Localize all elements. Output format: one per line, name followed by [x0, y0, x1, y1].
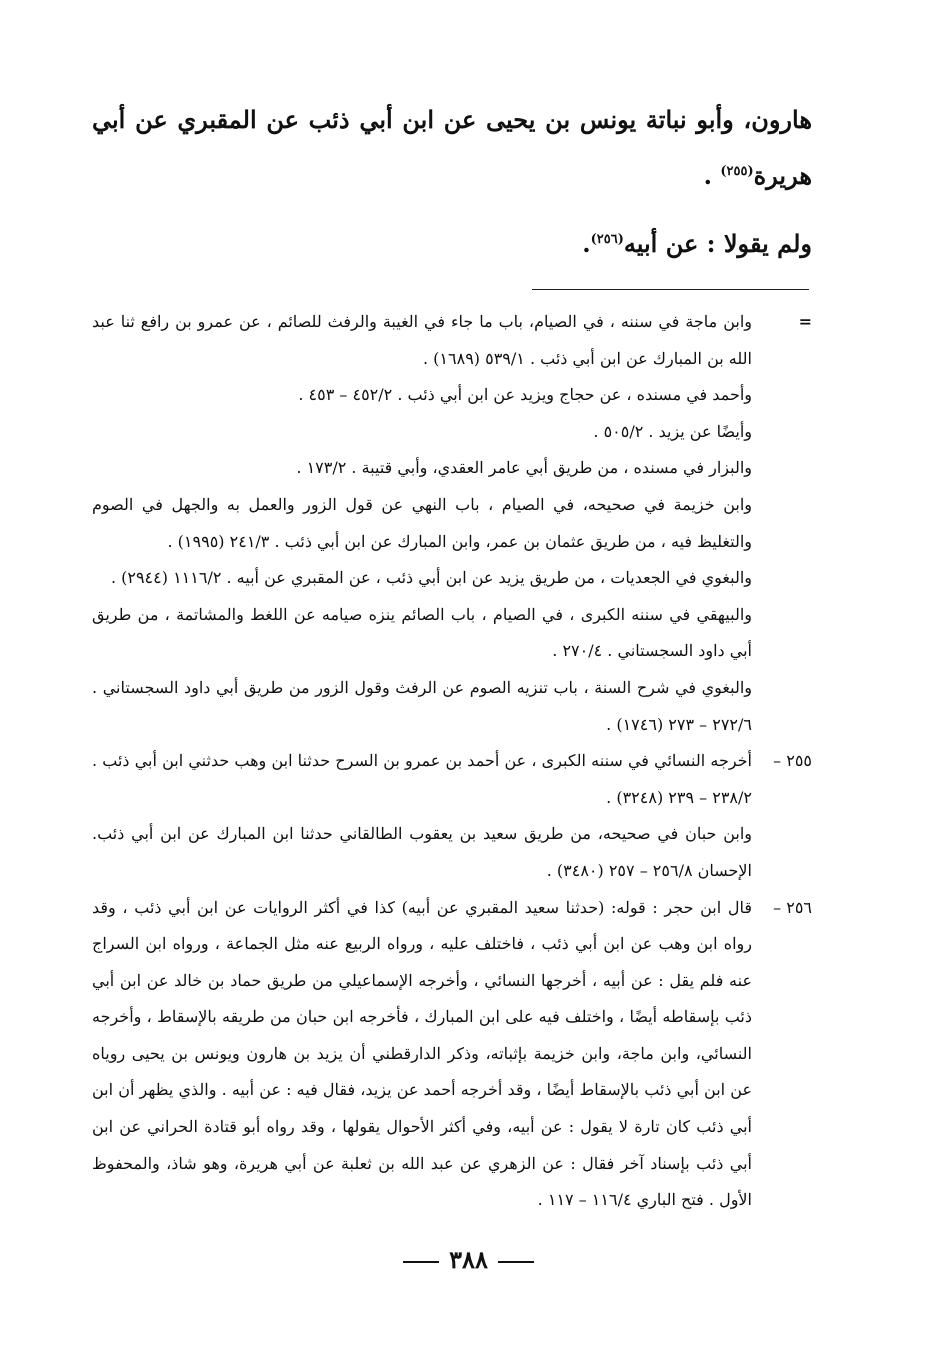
footnote-number: ٢٥٦ –	[773, 897, 812, 917]
footnote-continued-5	[92, 560, 812, 597]
footnote-continued-2	[92, 414, 812, 451]
footer-dash	[498, 1261, 534, 1263]
footnote-line: وأيضًا عن يزيد . ٥٠٥/٢ .	[593, 421, 752, 441]
footnote-continued-7	[92, 670, 812, 743]
footnote-line: وابن ماجة في سننه ، في الصيام، باب ما جاء في الغيبة والرفث للصائم ، عن عمرو بن رافع ثنا عبد الله بن المبارك عن ابن أبي ذئب . ٥٣٩/١ (١٦٨٩) .	[92, 312, 752, 368]
footnote-255-continued	[92, 816, 812, 889]
footnote-line: وأحمد في مسنده ، عن حجاج ويزيد عن ابن أبي ذئب . ٤٥٢/٢ – ٤٥٣ .	[298, 385, 752, 405]
footnote-continued-4	[92, 487, 812, 560]
footnote-text: وابن حبان في صحيحه، من طريق سعيد بن يعقوب الطالقاني حدثنا ابن المبارك عن ابن أبي ذئب. الإحسان ٢٥٦/٨ – ٢٥٧ (٣٤٨٠) .	[92, 824, 752, 880]
footer-dash	[403, 1261, 439, 1263]
main-paragraph-1	[92, 92, 812, 204]
footnote-separator	[532, 289, 809, 290]
main-text	[92, 92, 812, 272]
main-paragraph-2-text: ولم يقولا : عن أبيه	[623, 229, 812, 258]
footnote-number: ٢٥٥ –	[773, 751, 812, 771]
footnote-text: أخرجه النسائي في سننه الكبرى ، عن أحمد بن عمرو بن السرح حدثنا ابن وهب حدثني ابن أبي ذئب . ٢٣٨/٢ – ٢٣٩ (٣٢٤٨) .	[92, 751, 752, 807]
continuation-mark: =	[798, 312, 812, 331]
main-paragraph-1-text: هارون، وأبو نباتة يونس بن يحيى عن ابن أبي ذئب عن المقبري عن أبي هريرة	[92, 105, 812, 190]
footnote-continued-6	[92, 597, 812, 670]
footnote-line: وابن خزيمة في صحيحه، في الصيام ، باب النهي عن قول الزور والعمل به والجهل في الصوم والتغليظ فيه ، من طريق عثمان بن عمر، وابن المبارك عن ابن أبي ذئب . ٢٤١/٣ (١٩٩٥) .	[92, 494, 752, 551]
footnote-continued-3	[92, 450, 812, 487]
page-number: ٣٨٨	[449, 1245, 488, 1274]
footnote-continued-0	[92, 304, 812, 377]
footnote-ref-256: (٢٥٦)	[590, 232, 624, 247]
main-paragraph-1-end: .	[703, 161, 721, 190]
footnote-ref-255: (٢٥٥)	[720, 164, 754, 179]
footnote-256	[92, 890, 812, 1219]
main-paragraph-2-end: .	[582, 229, 591, 258]
main-paragraph-2	[92, 216, 812, 272]
footnote-line: والبزار في مسنده ، من طريق أبي عامر العقدي، وأبي قتيبة . ١٧٣/٢ .	[296, 458, 752, 478]
page-footer	[0, 1245, 937, 1274]
footnote-line: والبيهقي في سننه الكبرى ، في الصيام ، باب الصائم ينزه صيامه عن اللغط والمشاتمة ، من طريق أبي داود السجستاني . ٢٧٠/٤ .	[92, 604, 752, 661]
footnote-255	[92, 743, 812, 816]
footnote-line: والبغوي في الجعديات ، من طريق يزيد عن ابن أبي ذئب ، عن المقبري عن أبيه . ١١١٦/٢ (٢٩٤٤) .	[110, 568, 752, 588]
footnote-text: قال ابن حجر : قوله: (حدثنا سعيد المقبري عن أبيه) كذا في أكثر الروايات عن ابن أبي ذئب ، وقد رواه ابن وهب عن ابن أبي ذئب ، فاختلف عليه ، ورواه الربيع عنه مثل الجماعة ، ورواه ابن السراج عنه فلم يقل : عن أبيه ، أخرجها النسائي ، وأخرجه الإسماعيلي من طريق حماد بن خالد عن ابن أبي ذئب بإسقاطه أيضًا ، واختلف فيه على ابن المبارك ، فأخرجه ابن حبان من طريقه بالإسقاط ، وأخرجه النسائي، وابن ماجة، وابن خزيمة بإثباته، وذكر الدارقطني أن يزيد بن هارون ويونس بن يحيى روياه عن ابن أبي ذئب بالإسقاط أيضًا ، وقد أخرجه أحمد عن يزيد، فقال فيه : عن أبيه . والذي يظهر أن ابن أبي ذئب كان تارة لا يقول : عن أبيه، وفي أكثر الأحوال يقولها ، وقد رواه أبو قتادة الحراني عن ابن أبي ذئب بإسناد آخر فقال : عن الزهري عن عبد الله بن ثعلبة عن أبي هريرة، وهو شاذ، والمحفوظ الأول . فتح الباري ١١٦/٤ – ١١٧ .	[92, 897, 753, 1210]
footnote-continued-1	[92, 377, 812, 414]
footnotes	[92, 304, 812, 1219]
footnote-line: والبغوي في شرح السنة ، باب تنزيه الصوم عن الرفث وقول الزور من طريق أبي داود السجستاني . ٢٧٢/٦ – ٢٧٣ (١٧٤٦) .	[92, 677, 752, 734]
